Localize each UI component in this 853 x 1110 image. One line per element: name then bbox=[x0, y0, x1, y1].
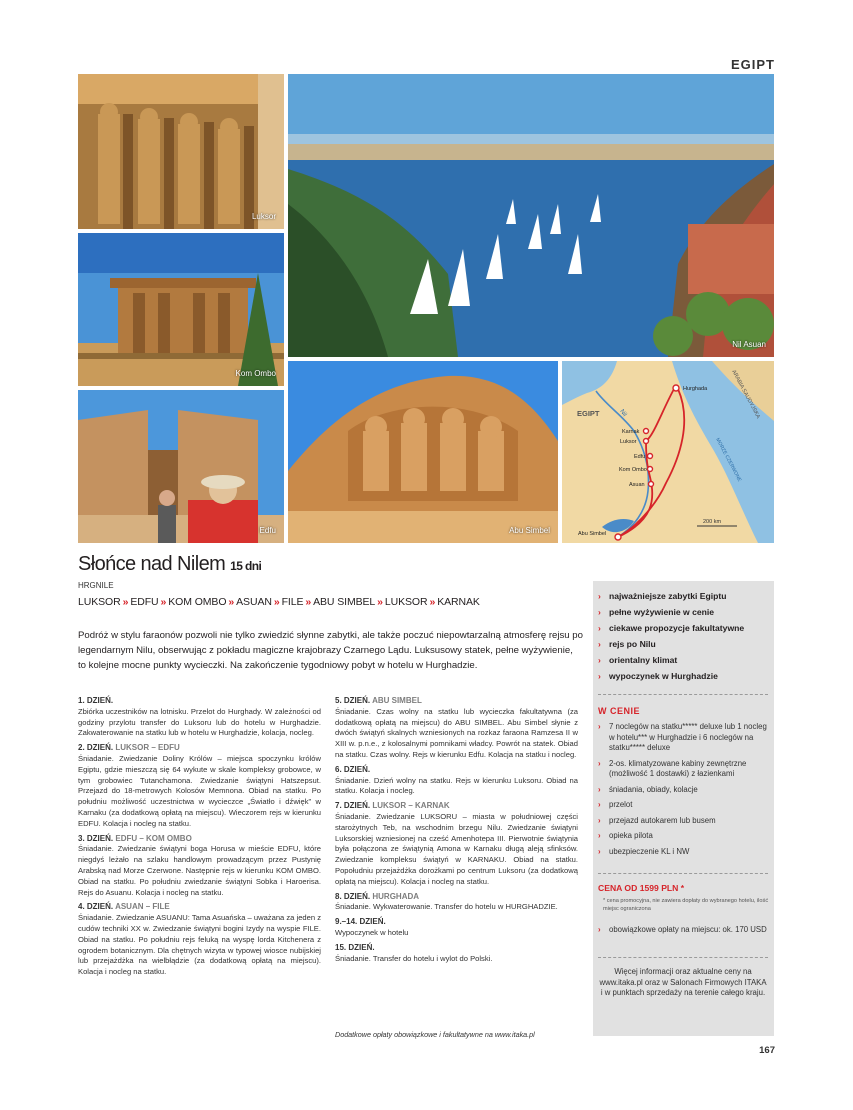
day-number: 4. DZIEŃ. bbox=[78, 902, 114, 912]
chevron-right-icon: › bbox=[598, 758, 601, 768]
list-item bbox=[598, 759, 770, 780]
list-item-text: wypoczynek w Hurghadzie bbox=[609, 671, 718, 681]
program-day bbox=[335, 943, 578, 965]
route-stop: ASUAN bbox=[236, 596, 272, 608]
day-text: Zbiórka uczestników na lotnisku. Przelot do Hurghady. W zależności od godziny przylotu transfer do Luksoru lub do hotelu w Hurghadzie. Zakwaterowanie na statku lub w hotelu w Hurghadzie, kolacja, nocleg. bbox=[78, 706, 321, 738]
route-stop: KOM OMBO bbox=[168, 596, 227, 608]
list-item-text: 2-os. klimatyzowane kabiny zewnętrzne (możliwość 1 dostawki) z łazienkami bbox=[609, 758, 747, 778]
route-separator: » bbox=[377, 596, 383, 608]
day-heading bbox=[335, 892, 578, 903]
list-item-text: opieka pilota bbox=[609, 831, 653, 840]
map-scale-label: 200 km bbox=[703, 519, 722, 525]
photo-edfu bbox=[78, 390, 284, 543]
day-number: 6. DZIEŃ. bbox=[335, 764, 371, 774]
program-day bbox=[335, 765, 578, 797]
list-item bbox=[598, 652, 770, 668]
list-item bbox=[598, 636, 770, 652]
luksor-statues-image bbox=[78, 74, 284, 229]
list-item-text: ciekawe propozycje fakultatywne bbox=[609, 623, 745, 633]
photo-caption: Kom Ombo bbox=[235, 369, 276, 378]
price-label: CENA OD 1599 PLN * bbox=[598, 883, 685, 893]
route-stop: LUKSOR bbox=[384, 596, 428, 608]
list-item bbox=[598, 668, 770, 684]
day-text: Śniadanie. Zwiedzanie świątyni boga Horusa w mieście EDFU, które niegdyś leżało na szlaku handlowym prowadzącym przez Pustynię Arabską nad Morze Czerwone. Następnie rejs w kierunku KOM OMBO. Obiad na statku. Po południu zwiedzanie świątyni Sobka i Haroerisa. Rejs do Asuanu. Kolacja i nocleg na statku. bbox=[78, 844, 321, 897]
route-map bbox=[562, 361, 774, 543]
list-item-text: przelot bbox=[609, 800, 633, 809]
day-place: LUKSOR – EDFU bbox=[115, 743, 180, 753]
map-city-label: Asuan bbox=[629, 482, 645, 488]
edfu-image bbox=[78, 390, 284, 543]
abu-simbel-image bbox=[288, 361, 558, 543]
footnote: Dodatkowe opłaty obowiązkowe i fakultatywne na www.itaka.pl bbox=[335, 1030, 535, 1039]
map-sea-label: MORZE CZERWONE bbox=[714, 437, 743, 483]
day-number: 8. DZIEŃ. bbox=[335, 891, 371, 901]
map-city-label: Hurghada bbox=[683, 386, 708, 392]
program-day bbox=[78, 834, 321, 899]
chevron-right-icon: › bbox=[598, 639, 601, 649]
chevron-right-icon: › bbox=[598, 722, 601, 731]
day-heading bbox=[78, 834, 321, 845]
day-heading bbox=[335, 696, 578, 707]
chevron-right-icon: › bbox=[598, 607, 601, 617]
tour-route bbox=[78, 596, 480, 608]
list-item bbox=[598, 722, 770, 754]
day-place: ABU SIMBEL bbox=[372, 696, 422, 705]
route-stop: KARNAK bbox=[437, 596, 480, 608]
day-heading bbox=[335, 943, 578, 954]
route-separator: » bbox=[228, 596, 235, 608]
program-day bbox=[78, 902, 321, 978]
list-item bbox=[598, 831, 770, 842]
extra-fees bbox=[598, 925, 770, 935]
list-item bbox=[598, 816, 770, 827]
chevron-right-icon: › bbox=[598, 815, 601, 825]
day-text: Śniadanie. Czas wolny na statku lub wycieczka fakultatywna (za dodatkową opłatą na miejscu) do ABU SIMBEL. Abu Simbel słynie z dwóch świątyń skalnych wzniesionych na rozkaz faraona Ramzesa II w XIII w. p.n.e., z kolosalnymi pomnikami władcy. Powrót na statek. Obiad na statku. Czas wolny. Rejs w kierunku Edfu. Kolacja na statku i nocleg. bbox=[335, 706, 578, 759]
included-title: W CENIE bbox=[598, 706, 641, 716]
country-label: EGIPT bbox=[730, 57, 775, 72]
list-item-text: 7 noclegów na statku***** deluxe lub 1 nocleg w hotelu*** w Hurghadzie i 6 noclegów na statku***** deluxe bbox=[609, 722, 767, 752]
divider bbox=[598, 873, 768, 874]
list-item bbox=[598, 785, 770, 796]
route-stop: ABU SIMBEL bbox=[313, 596, 376, 608]
list-item bbox=[598, 847, 770, 858]
photo-abu-simbel bbox=[288, 361, 558, 543]
day-heading bbox=[78, 696, 321, 707]
photo-nil-asuan bbox=[288, 74, 774, 357]
program-day bbox=[335, 917, 578, 939]
list-item-text: śniadania, obiady, kolacje bbox=[609, 784, 698, 794]
list-item-text: rejs po Nilu bbox=[609, 639, 656, 649]
day-number: 3. DZIEŃ. bbox=[78, 833, 114, 843]
chevron-right-icon: › bbox=[598, 846, 601, 856]
route-stop: FILE bbox=[281, 596, 304, 608]
photo-caption: Abu Simbel bbox=[509, 526, 550, 535]
route-map-svg bbox=[562, 361, 774, 543]
tour-code: HRGNILE bbox=[78, 581, 114, 590]
nile-aswan-image bbox=[288, 74, 774, 357]
day-number: 2. DZIEŃ. bbox=[78, 743, 114, 753]
list-item bbox=[598, 800, 770, 811]
map-arabia-label: ARABIA SAUDYJSKA bbox=[730, 369, 761, 420]
list-item-text: pełne wyżywienie w cenie bbox=[609, 607, 715, 617]
tour-duration: 15 dni bbox=[230, 559, 262, 573]
map-country-label: EGIPT bbox=[577, 409, 600, 418]
photo-caption: Edfu bbox=[259, 526, 276, 535]
list-item bbox=[598, 604, 770, 620]
day-heading bbox=[335, 917, 578, 928]
day-place: ASUAN – FILE bbox=[115, 902, 170, 912]
day-number: 9.–14. DZIEŃ. bbox=[335, 917, 386, 927]
chevron-right-icon: › bbox=[598, 831, 601, 840]
divider bbox=[598, 957, 768, 958]
day-place: LUKSOR – KARNAK bbox=[372, 801, 450, 811]
route-separator: » bbox=[429, 596, 436, 608]
map-city-label: Luksor bbox=[620, 439, 637, 445]
chevron-right-icon: › bbox=[598, 655, 601, 665]
route-separator: » bbox=[122, 596, 129, 608]
day-text: Śniadanie. Zwiedzanie LUKSORU – miasta w południowej części starożytnych Teb, na wschodnim brzegu Nilu. Zwiedzanie świątyni Luksorskiej wzniesionej na cześć Amenhotepa III. Pierwotnie świątynia była połączona ze świątynią Amona w Karnaku długą aleją sfinksów. Zwiedzanie kompleksu świątyń w KARNAKU. Obiad na statku. Popołudniu przejażdżka dorożkami po centrum Luksoru (za dodatkową opłatą na miejscu). Kolacja i nocleg na statku. bbox=[335, 811, 578, 886]
program-left-column bbox=[78, 696, 321, 982]
program-day bbox=[78, 743, 321, 829]
day-heading bbox=[335, 801, 578, 812]
day-number: 15. DZIEŃ. bbox=[335, 942, 375, 952]
map-city-label: Edfu bbox=[634, 454, 646, 460]
day-text: Śniadanie. Transfer do hotelu i wylot do Polski. bbox=[335, 953, 493, 963]
map-city-label: Karnak bbox=[622, 429, 640, 435]
route-separator: » bbox=[273, 596, 280, 608]
route-stop: EDFU bbox=[130, 596, 159, 608]
program-day bbox=[335, 801, 578, 887]
photo-caption: Nil Asuan bbox=[732, 340, 766, 349]
photo-luksor bbox=[78, 74, 284, 229]
list-item bbox=[598, 620, 770, 636]
day-text: Śniadanie. Zwiedzanie ASUANU: Tama Asuańska – uważana za jeden z cudów techniki XX w. Zwiedzanie świątyni bogini Izydy na wyspie FILE. Obiad na statku. Po południu rejs feluką na wyspę lorda Kitchenera z ogrodem botanicznym. Dla chętnych wizyta w typowej wiosce nubijskiej lub przejażdżka na wielbłądzie (za dodatkową opłatą na miejscu). Kolacja i nocleg na statku. bbox=[78, 913, 322, 977]
list-item-text: przejazd autokarem lub busem bbox=[609, 815, 716, 825]
day-heading bbox=[78, 743, 321, 754]
route-stop: LUKSOR bbox=[78, 596, 121, 608]
day-text: Wypoczynek w hotelu bbox=[335, 927, 409, 937]
program-day bbox=[335, 696, 578, 761]
photo-kom-ombo bbox=[78, 233, 284, 386]
extra-fee-text: obowiązkowe opłaty na miejscu: ok. 170 USD bbox=[609, 925, 767, 934]
day-place: HURGHADA bbox=[372, 891, 420, 901]
list-item-text: orientalny klimat bbox=[609, 655, 678, 665]
divider bbox=[598, 694, 768, 695]
route-separator: » bbox=[305, 596, 312, 608]
program-day bbox=[78, 696, 321, 739]
day-text: Śniadanie. Zwiedzanie Doliny Królów – miejsca spoczynku królów Egiptu, gdzie mieszczą się 64 wykute w skale kompleksy grobowce, w tym grobowiec Tutanchamona. Zwiedzanie świątyni Hatszepsut. Przejazd do 18-metrowych Kolosów Memnona. Obiad na statku. Po południu możliwość uczestnictwa w wycieczce „Światło i dźwięk” w Karnaku (za dodatkową opłatą na miejscu). Wieczorem rejs w kierunku EDFU. Kolacja i nocleg na statku. bbox=[78, 753, 321, 828]
day-number: 7. DZIEŃ. bbox=[335, 801, 371, 811]
list-item bbox=[598, 588, 770, 604]
page-number: 167 bbox=[759, 1045, 775, 1056]
map-river-label: Nil bbox=[618, 408, 628, 418]
day-number: 1. DZIEŃ. bbox=[78, 696, 114, 705]
map-city-label: Kom Ombo bbox=[619, 467, 647, 473]
program-right-column bbox=[335, 696, 578, 968]
list-item-text: najważniejsze zabytki Egiptu bbox=[609, 591, 727, 601]
highlights-list bbox=[598, 588, 770, 684]
tour-name: Słońce nad Nilem bbox=[78, 553, 226, 575]
tour-title bbox=[78, 553, 261, 576]
chevron-right-icon: › bbox=[598, 671, 601, 681]
chevron-right-icon: › bbox=[598, 925, 601, 934]
list-item-text: ubezpieczenie KL i NW bbox=[609, 846, 690, 856]
day-text: Śniadanie. Dzień wolny na statku. Rejs w kierunku Luksoru. Obiad na statku. Kolacja i nocleg. bbox=[335, 775, 578, 796]
route-separator: » bbox=[160, 596, 167, 608]
photo-caption: Luksor bbox=[251, 212, 276, 221]
day-number: 5. DZIEŃ. bbox=[335, 696, 371, 705]
program-day bbox=[335, 892, 578, 914]
map-city-label: Abu Simbel bbox=[578, 531, 607, 537]
day-place: EDFU – KOM OMBO bbox=[115, 833, 192, 843]
kom-ombo-image bbox=[78, 233, 284, 386]
day-heading bbox=[78, 902, 321, 913]
price-note: * cena promocyjna, nie zawiera dopłaty do wybranego hotelu, ilość miejsc ograniczona bbox=[603, 898, 769, 912]
day-text: Śniadanie. Wykwaterowanie. Transfer do hotelu w HURGHADZIE. bbox=[335, 902, 558, 912]
chevron-right-icon: › bbox=[598, 784, 601, 794]
chevron-right-icon: › bbox=[598, 623, 601, 633]
more-info: Więcej informacji oraz aktualne ceny na www.itaka.pl oraz w Salonach Firmowych ITAKA i w punktach sprzedaży na terenie całego kraju. bbox=[599, 967, 767, 998]
chevron-right-icon: › bbox=[598, 800, 601, 809]
info-sidebar bbox=[593, 581, 774, 1036]
tour-intro: Podróż w stylu faraonów pozwoli nie tylko zwiedzić słynne zabytki, ale także poczuć niepowtarzalną atmosferę rejsu po legendarnym Nilu, obserwując z pokładu magiczne krajobrazy Czarnego Lądu. Luksusowy statek, pełne wyżywienie, to kolejne mocne punkty wycieczki. Na zakończenie tygodniowy pobyt w hotelu w Hurghadzie. bbox=[78, 630, 583, 671]
included-list bbox=[598, 722, 770, 862]
chevron-right-icon: › bbox=[598, 591, 601, 601]
day-heading bbox=[335, 765, 578, 776]
extra-fee-item bbox=[598, 925, 770, 935]
